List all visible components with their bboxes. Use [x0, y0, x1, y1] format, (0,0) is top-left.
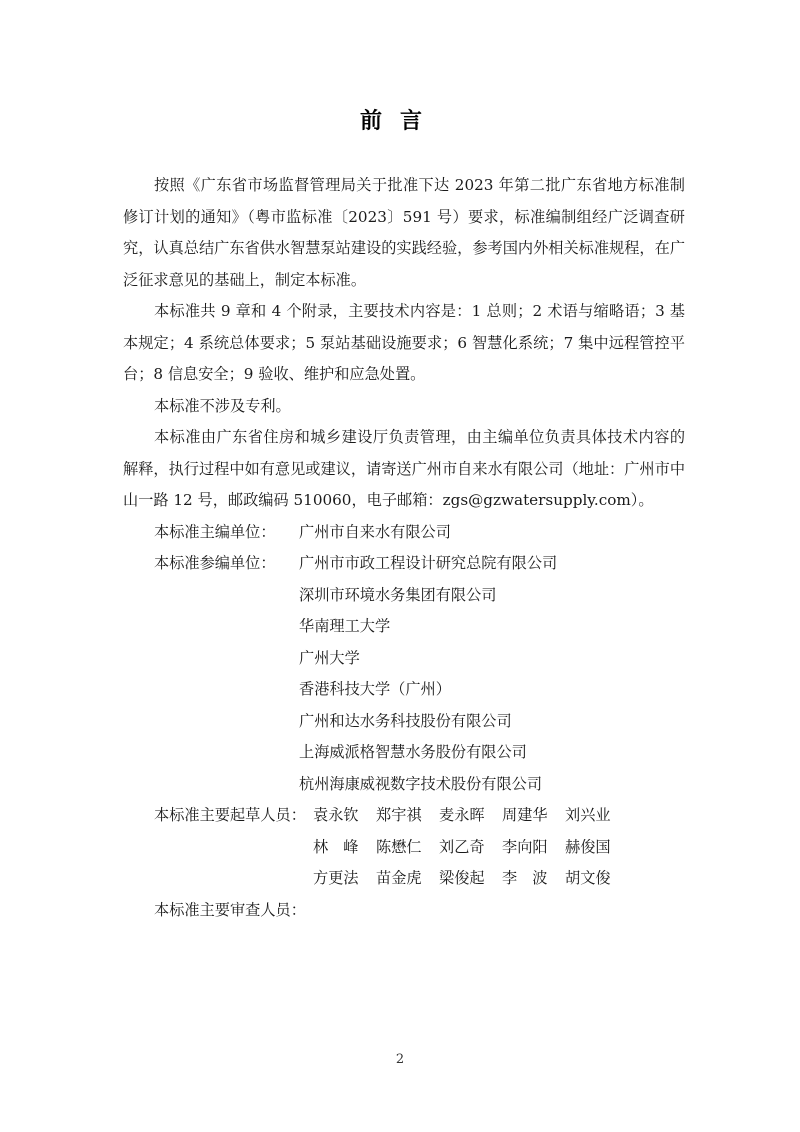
drafter-name: 刘兴业: [565, 806, 611, 824]
chief-editor-label: 本标准主编单位：: [154, 522, 276, 541]
reviewer-row: [123, 895, 685, 927]
drafter-name: 胡文俊: [565, 869, 611, 887]
participant-unit: 广州和达水务科技股份有限公司: [299, 711, 512, 730]
participant-row: [123, 706, 685, 738]
participant-row: [123, 611, 685, 643]
drafter-name: 袁永钦: [313, 806, 359, 824]
document-body: [123, 170, 685, 926]
participant-unit: 华南理工大学: [299, 617, 391, 635]
participant-row: [123, 674, 685, 706]
participant-row: [123, 548, 685, 580]
participant-unit: 深圳市环境水务集团有限公司: [299, 585, 497, 604]
participant-unit: 广州市市政工程设计研究总院有限公司: [299, 554, 558, 572]
drafter-name: 陈懋仁: [376, 837, 422, 856]
paragraph-contents: 本标准共 9 章和 4 个附录，主要技术内容是：1 总则；2 术语与缩略语；3 基本规定；4 系统总体要求；5 泵站基础设施要求；6 智慧化系统；7 集中远程管控平台；8 信息安全；9 验收、维护和应急处置。: [123, 302, 685, 383]
drafter-row: [123, 800, 685, 832]
chief-editor-row: [123, 517, 685, 549]
participant-unit: 杭州海康威视数字技术股份有限公司: [299, 774, 542, 793]
drafter-name: 麦永晖: [439, 806, 485, 824]
chief-editor-value: 广州市自来水有限公司: [299, 522, 451, 541]
drafter-names: [313, 800, 628, 832]
participant-unit: 上海威派格智慧水务股份有限公司: [299, 743, 527, 761]
participant-row: [123, 737, 685, 769]
drafter-name: 郑宇祺: [376, 806, 422, 824]
participant-row: [123, 580, 685, 612]
participant-unit: 香港科技大学（广州）: [299, 680, 451, 698]
participant-unit: 广州大学: [299, 648, 360, 667]
drafter-name: 周建华: [502, 806, 548, 824]
drafter-name: 赫俊国: [565, 837, 611, 856]
drafter-name: 方更法: [313, 869, 359, 887]
page-number: 2: [395, 1052, 405, 1067]
drafter-name: 刘乙奇: [439, 837, 485, 856]
drafter-names: [313, 832, 628, 864]
paragraph-management: 本标准由广东省住房和城乡建设厅负责管理，由主编单位负责具体技术内容的解释，执行过程中如有意见或建议，请寄送广州市自来水有限公司（地址：广州市中山一路 12 号，邮政编码 510060，电子邮箱：zgs@gzwatersupply.com）。: [123, 428, 685, 509]
drafter-name: 苗金虎: [376, 869, 422, 887]
drafter-name: 李波: [502, 869, 563, 887]
participant-row: [123, 769, 685, 801]
participant-row: [123, 643, 685, 675]
participants-label: 本标准参编单位：: [154, 554, 276, 572]
drafter-row: [123, 863, 685, 895]
paragraph-patent: 本标准不涉及专利。: [154, 396, 291, 415]
reviewers-label: 本标准主要审查人员：: [154, 900, 306, 919]
drafter-names: [313, 863, 628, 895]
drafters-label: 本标准主要起草人员：: [154, 806, 306, 824]
drafter-name: 梁俊起: [439, 869, 485, 887]
drafter-row: [123, 832, 685, 864]
page-title: 前言: [359, 109, 440, 134]
paragraph-basis: 按照《广东省市场监督管理局关于批准下达 2023 年第二批广东省地方标准制修订计划的通知》（粤市监标准〔2023〕591 号）要求，标准编制组经广泛调查研究，认真总结广东省供水智慧泵站建设的实践经验，参考国内外相关标准规程，在广泛征求意见的基础上，制定本标准。: [123, 176, 685, 289]
drafter-name: 李向阳: [502, 837, 548, 856]
drafter-name: 林峰: [313, 837, 374, 856]
